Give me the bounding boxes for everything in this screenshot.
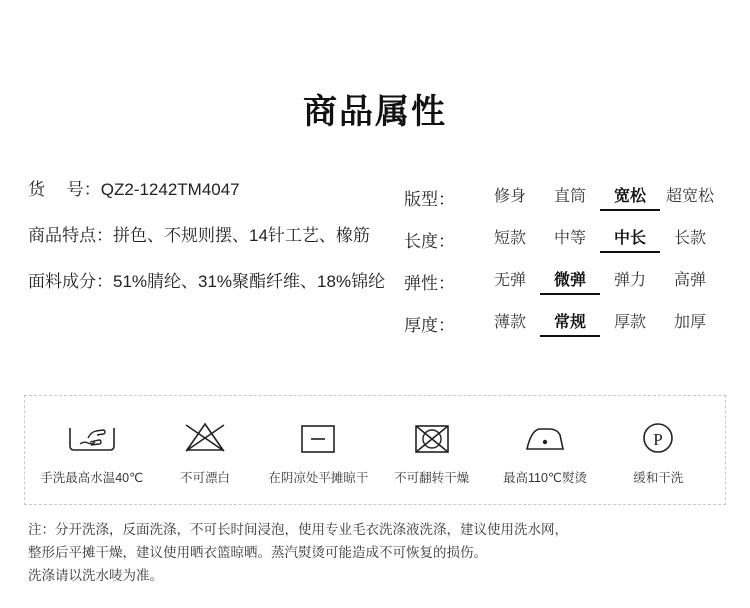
do-not-bleach-icon bbox=[179, 414, 231, 462]
attribute-options bbox=[480, 309, 724, 337]
attribute-name: 长度： bbox=[404, 231, 455, 251]
attribute-option[interactable]: 长款 bbox=[673, 230, 706, 247]
hand-wash-icon bbox=[66, 414, 118, 462]
care-text: 在阴凉处平摊晾干 bbox=[268, 471, 369, 485]
spec-value: 51%腈纶、31%聚酯纤维、18%锦纶 bbox=[113, 272, 386, 291]
attribute-option-selected[interactable]: 中长 bbox=[600, 225, 660, 253]
attribute-option-selected[interactable]: 常规 bbox=[540, 309, 600, 337]
spec-value: 拼色、不规则摆、14针工艺、橡筋 bbox=[113, 226, 370, 245]
spec-row-material bbox=[28, 268, 388, 296]
care-text: 缓和干洗 bbox=[633, 471, 684, 485]
attribute-name: 弹性： bbox=[404, 273, 455, 293]
attribute-row-thickness bbox=[404, 302, 724, 344]
gentle-dry-clean-icon bbox=[632, 414, 684, 462]
care-text: 手洗最高水温40℃ bbox=[40, 471, 144, 485]
care-item bbox=[488, 414, 601, 486]
attribute-option[interactable]: 弹力 bbox=[613, 272, 646, 289]
attribute-option[interactable]: 无弹 bbox=[493, 272, 526, 289]
care-instructions-panel bbox=[24, 395, 726, 505]
attribute-name: 版型： bbox=[404, 189, 455, 209]
care-notes bbox=[28, 518, 728, 587]
attribute-options bbox=[480, 225, 724, 253]
attribute-option-selected[interactable]: 微弹 bbox=[540, 267, 600, 295]
care-item bbox=[375, 414, 488, 486]
spec-label: 货 号： bbox=[28, 180, 101, 199]
svg-text:P: P bbox=[653, 430, 664, 449]
attribute-options bbox=[480, 183, 724, 211]
care-note-line: 洗涤请以洗水唛为准。 bbox=[28, 568, 163, 583]
attribute-option[interactable]: 厚款 bbox=[613, 314, 646, 331]
spec-row-features bbox=[28, 222, 388, 250]
care-item bbox=[262, 414, 375, 486]
care-note-line: 注：分开洗涤，反面洗涤，不可长时间浸泡，使用专业毛衣洗涤液洗涤，建议使用洗水网， bbox=[28, 522, 568, 537]
care-item bbox=[602, 414, 715, 486]
attribute-name: 厚度： bbox=[404, 315, 455, 335]
attribute-row-length bbox=[404, 218, 724, 260]
care-text: 不可翻转干燥 bbox=[394, 471, 470, 485]
attribute-options bbox=[480, 267, 724, 295]
care-text: 最高110℃熨烫 bbox=[502, 471, 587, 485]
attribute-row-elasticity bbox=[404, 260, 724, 302]
attribute-option[interactable]: 加厚 bbox=[673, 314, 706, 331]
do-not-tumble-dry-icon bbox=[406, 414, 458, 462]
iron-110-icon bbox=[519, 414, 571, 462]
attribute-option[interactable]: 薄款 bbox=[493, 314, 526, 331]
attribute-table bbox=[404, 176, 724, 344]
care-items bbox=[25, 396, 725, 504]
attribute-option[interactable]: 高弹 bbox=[673, 272, 706, 289]
care-item bbox=[148, 414, 261, 486]
attribute-option[interactable]: 修身 bbox=[493, 188, 526, 205]
attribute-option[interactable]: 超宽松 bbox=[665, 188, 714, 205]
care-note-line: 整形后平摊干燥，建议使用晒衣篮晾晒。蒸汽熨烫可能造成不可恢复的损伤。 bbox=[28, 545, 487, 560]
page-title: 商品属性 bbox=[303, 93, 447, 131]
attribute-option[interactable]: 中等 bbox=[553, 230, 586, 247]
attribute-option-selected[interactable]: 宽松 bbox=[600, 183, 660, 211]
care-text: 不可漂白 bbox=[179, 471, 230, 485]
care-item bbox=[35, 414, 148, 486]
attribute-option[interactable]: 直筒 bbox=[553, 188, 586, 205]
attribute-option[interactable]: 短款 bbox=[493, 230, 526, 247]
left-spec-list bbox=[28, 176, 388, 314]
dry-flat-in-shade-icon bbox=[292, 414, 344, 462]
spec-label: 面料成分： bbox=[28, 272, 113, 291]
attribute-row-fit bbox=[404, 176, 724, 218]
spec-value: QZ2-1242TM4047 bbox=[100, 180, 240, 199]
spec-row-item-number bbox=[28, 176, 388, 204]
spec-label: 商品特点： bbox=[28, 226, 113, 245]
